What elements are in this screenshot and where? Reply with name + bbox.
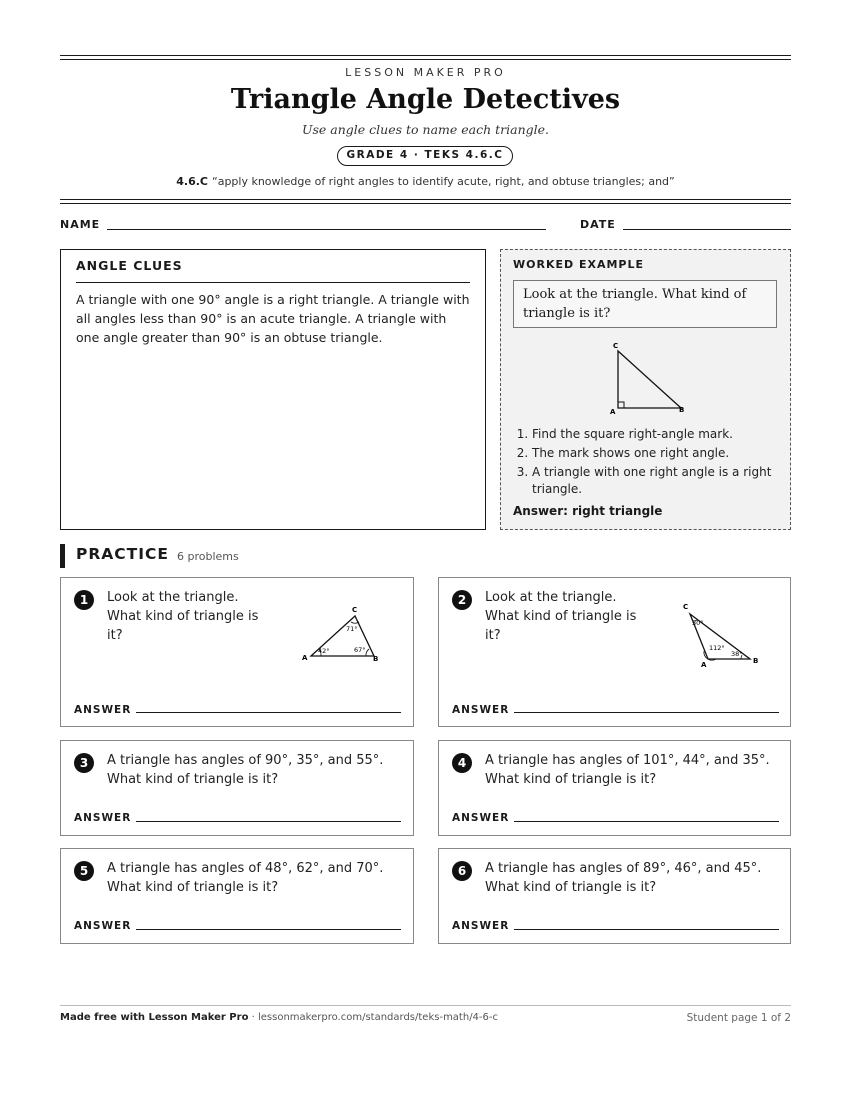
answer-label: ANSWER [74, 812, 132, 824]
answer-label: ANSWER [452, 704, 510, 716]
vertex-label-c: C [352, 606, 358, 614]
answer-label: ANSWER [452, 812, 510, 824]
angle-clues-text: A triangle with one 90° angle is a right triangle. A triangle with all angles less than 90° is an acute triangle. A triangle with one angle greater than 90° is an obtuse triangle. [76, 292, 470, 345]
worked-example-question: Look at the triangle. What kind of triangle is it? [513, 280, 777, 328]
header-rule-bottom-inner [60, 203, 791, 204]
prompt-line: A triangle has angles of 89°, 46°, and 45°. [485, 861, 762, 876]
practice-heading: PRACTICE [76, 545, 169, 563]
angle-clues-box [60, 249, 486, 530]
angle-clues-heading: ANGLE CLUES [76, 258, 183, 273]
date-field[interactable] [623, 229, 791, 230]
answer-label: ANSWER [74, 704, 132, 716]
header-rule-top [60, 55, 791, 56]
worked-step: 1. Find the square right-angle mark. [532, 426, 794, 443]
problem-card-6 [438, 848, 791, 944]
prompt-line: it? [485, 628, 501, 643]
practice-accent-bar [60, 544, 65, 568]
worked-example-steps [513, 426, 794, 500]
page-title: Triangle Angle Detectives [230, 84, 621, 115]
problem-number-badge: 2 [452, 590, 472, 610]
prompt-line: What kind of triangle is it? [107, 880, 279, 895]
problem-number-badge: 1 [74, 590, 94, 610]
angle-arc-b [366, 649, 369, 656]
prompt-line: What kind of triangle is it? [107, 772, 279, 787]
answer-field[interactable] [136, 712, 401, 713]
footer-divider [60, 1005, 791, 1006]
worked-example-answer: Answer: right triangle [513, 504, 663, 518]
angle-label-c: 71° [346, 625, 358, 633]
prompt-line: What kind of triangle is it? [485, 880, 657, 895]
answer-label: ANSWER [74, 920, 132, 932]
worked-step: 3. A triangle with one right angle is a right triangle. [532, 464, 794, 498]
worked-example-triangle [601, 338, 691, 418]
problem-prompt [485, 751, 770, 789]
angle-label-c: 30° [692, 619, 704, 627]
problem-card-4 [438, 740, 791, 836]
answer-field[interactable] [514, 929, 779, 930]
prompt-line: A triangle has angles of 101°, 44°, and 35°. [485, 753, 770, 768]
footer-page-info: Student page 1 of 2 [686, 1012, 791, 1024]
angle-label-a: 112° [709, 644, 725, 652]
vertex-label-b: B [373, 655, 379, 663]
problem-number-badge: 5 [74, 861, 94, 881]
problem-number-badge: 3 [74, 753, 94, 773]
standard-text: “apply knowledge of right angles to identify acute, right, and obtuse triangles; and” [212, 175, 675, 188]
problem-prompt [485, 588, 636, 645]
vertex-label-a: A [701, 661, 707, 669]
problem-2-triangle [676, 598, 766, 670]
footer-url-link[interactable]: lessonmakerpro.com/standards/teks-math/4-6-c [257, 1012, 498, 1023]
problem-prompt [107, 588, 258, 645]
header-rule-bottom [60, 199, 791, 200]
prompt-line: What kind of triangle is it? [485, 772, 657, 787]
worked-example-box [500, 249, 791, 530]
problem-prompt [485, 859, 761, 897]
vertex-label-c: C [683, 603, 689, 611]
problem-prompt [107, 751, 383, 789]
vertex-label-b: B [753, 657, 759, 665]
right-angle-mark [618, 402, 624, 408]
vertex-label-c: C [613, 342, 619, 350]
header-rule-top-inner [60, 59, 791, 60]
worksheet-page [60, 0, 791, 1100]
name-field[interactable] [107, 229, 546, 230]
prompt-line: A triangle has angles of 48°, 62°, and 70°. [107, 861, 384, 876]
standard-code: 4.6.C [176, 175, 208, 188]
answer-label: ANSWER [452, 920, 510, 932]
angle-clues-divider [76, 282, 470, 283]
problem-number-badge: 6 [452, 861, 472, 881]
date-label: DATE [580, 218, 616, 231]
right-triangle-shape [618, 351, 681, 408]
footer-made-with: Made free with Lesson Maker Pro [60, 1012, 249, 1023]
footer-separator: · [248, 1012, 258, 1023]
prompt-line: it? [107, 628, 123, 643]
prompt-line: What kind of triangle is [485, 609, 637, 624]
prompt-line: What kind of triangle is [107, 609, 259, 624]
vertex-label-a: A [610, 408, 616, 416]
problem-1-triangle [299, 604, 389, 666]
problem-number-badge: 4 [452, 753, 472, 773]
angle-label-a: 42° [318, 647, 330, 655]
prompt-line: Look at the triangle. [485, 590, 617, 605]
vertex-label-b: B [679, 406, 685, 414]
standard-line [60, 175, 791, 188]
answer-field[interactable] [514, 821, 779, 822]
answer-field[interactable] [514, 712, 779, 713]
problem-card-2 [438, 577, 791, 727]
prompt-line: Look at the triangle. [107, 590, 239, 605]
answer-field[interactable] [136, 821, 401, 822]
footer-credit [60, 1012, 498, 1023]
prompt-line: A triangle has angles of 90°, 35°, and 55°. [107, 753, 384, 768]
angle-label-b: 38° [731, 650, 743, 658]
problem-card-3 [60, 740, 414, 836]
problem-prompt [107, 859, 383, 897]
answer-field[interactable] [136, 929, 401, 930]
vertex-label-a: A [302, 654, 308, 662]
problem-card-1 [60, 577, 414, 727]
grade-badge: GRADE 4 · TEKS 4.6.C [337, 146, 513, 166]
practice-count: 6 problems [177, 550, 239, 563]
brand-name: LESSON MAKER PRO [345, 66, 506, 79]
angle-label-b: 67° [354, 646, 366, 654]
worked-step: 2. The mark shows one right angle. [532, 445, 794, 462]
page-subtitle: Use angle clues to name each triangle. [301, 122, 550, 137]
name-label: NAME [60, 218, 101, 231]
worked-example-heading: WORKED EXAMPLE [513, 258, 644, 271]
problem-card-5 [60, 848, 414, 944]
